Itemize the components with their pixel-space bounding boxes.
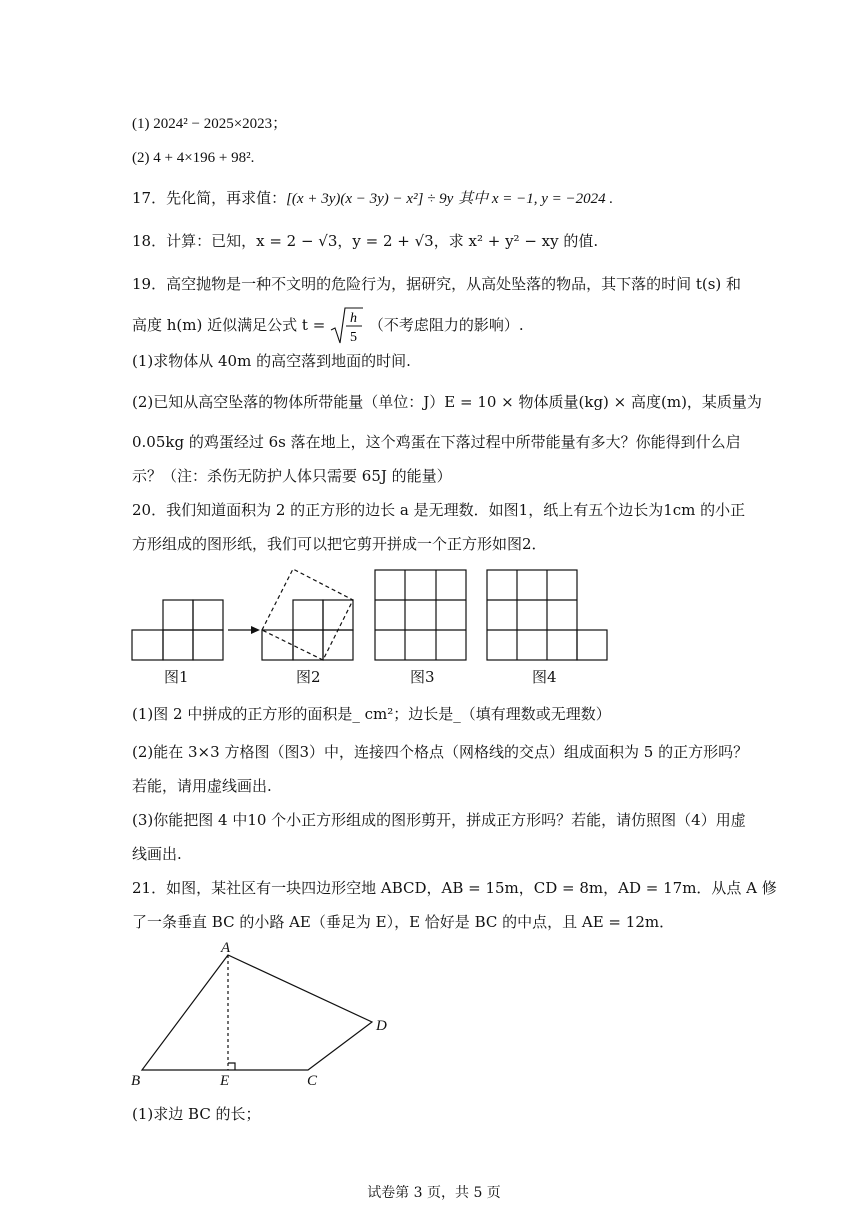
figure-2-dashed-square [262, 569, 353, 660]
problem-20-q3-line2: 线画出. [132, 845, 182, 863]
problem-20-q2-line1: (2)能在 3×3 方格图（图3）中，连接四个格点（网格线的交点）组成面积为 5 的正方形吗？ [132, 743, 749, 761]
problem-17-suffix: 其中 x = −1, y = −2024 . [458, 191, 614, 207]
problem-20-q3-line1: (3)你能把图 4 中10 个小正方形组成的图形剪开，拼成正方形吗？若能，请仿照图（4）用虚 [132, 811, 746, 829]
fraction-numerator: h [350, 311, 358, 326]
problem-21-line2: 了一条垂直 BC 的小路 AE（垂足为 E），E 恰好是 BC 的中点，且 AE = 12m． [132, 913, 675, 931]
grid-figures [120, 560, 620, 666]
problem-20-line1: 20．我们知道面积为 2 的正方形的边长 a 是无理数．如图1，纸上有五个边长为1cm 的小正 [132, 501, 746, 519]
problem-17 [132, 188, 613, 209]
problem-19-formula-suffix: （不考虑阻力的影响）. [368, 316, 524, 334]
label-c: C [307, 1073, 318, 1089]
arrow-head [251, 626, 260, 634]
label-d: D [376, 1018, 387, 1034]
figure-1-grid [132, 600, 223, 660]
right-angle-mark [228, 1063, 235, 1070]
problem-21-line1: 21．如图，某社区有一块四边形空地 ABCD，AB = 15m，CD = 8m，AD = 17m．从点 A 修 [132, 879, 777, 897]
figure-3-label: 图3 [410, 668, 435, 686]
problem-19-line1: 19．高空抛物是一种不文明的危险行为，据研究，从高处坠落的物品，其下落的时间 t(s) 和 [132, 275, 742, 293]
problem-19-formula-prefix: 高度 h(m) 近似满足公式 t = [132, 316, 326, 334]
sqrt-formula [330, 306, 364, 346]
quadrilateral-abcd [142, 955, 372, 1070]
problem-19-q2-line1: (2)已知从高空坠落的物体所带能量（单位：J）E = 10 × 物体质量(kg) × 高度(m)，某质量为 [132, 393, 762, 411]
problem-17-expression: [(x + 3y)(x − 3y) − x²] ÷ 9y [286, 191, 454, 207]
figure-2-grid [262, 600, 353, 660]
figure-4-label: 图4 [532, 668, 557, 686]
label-e: E [220, 1073, 230, 1089]
problem-20-q1: (1)图 2 中拼成的正方形的面积是_ cm²；边长是_（填有理数或无理数） [132, 705, 611, 723]
problem-16-part2: (2) 4 + 4×196 + 98². [132, 150, 255, 166]
figure-3-grid [375, 570, 466, 660]
figure-2-label: 图2 [296, 668, 321, 686]
problem-18: 18．计算：已知，x = 2 − √3，y = 2 + √3，求 x² + y² − xy 的值. [132, 232, 599, 250]
label-a: A [221, 940, 231, 956]
problem-16-part1: (1) 2024² − 2025×2023； [132, 116, 288, 132]
problem-19-line2 [132, 306, 524, 346]
problem-20-q2-line2: 若能，请用虚线画出. [132, 777, 272, 795]
figure-4-grid [487, 570, 607, 660]
label-b: B [131, 1073, 141, 1089]
problem-19-q1: (1)求物体从 40m 的高空落到地面的时间. [132, 352, 411, 370]
problem-17-prefix: 17．先化简，再求值： [132, 189, 287, 207]
quadrilateral-figure [125, 935, 405, 1095]
fraction-denominator: 5 [350, 330, 358, 345]
problem-21-q1: (1)求边 BC 的长； [132, 1105, 261, 1123]
problem-20-line2: 方形组成的图形纸，我们可以把它剪开拼成一个正方形如图2． [132, 535, 547, 553]
problem-19-q2-line3: 示？（注：杀伤无防护人体只需要 65J 的能量） [132, 467, 452, 485]
figure-1-label: 图1 [164, 668, 189, 686]
problem-19-q2-line2: 0.05kg 的鸡蛋经过 6s 落在地上，这个鸡蛋在下落过程中所带能量有多大？你能得到什么启 [132, 433, 741, 451]
page-footer: 试卷第 3 页，共 5 页 [367, 1185, 501, 1201]
